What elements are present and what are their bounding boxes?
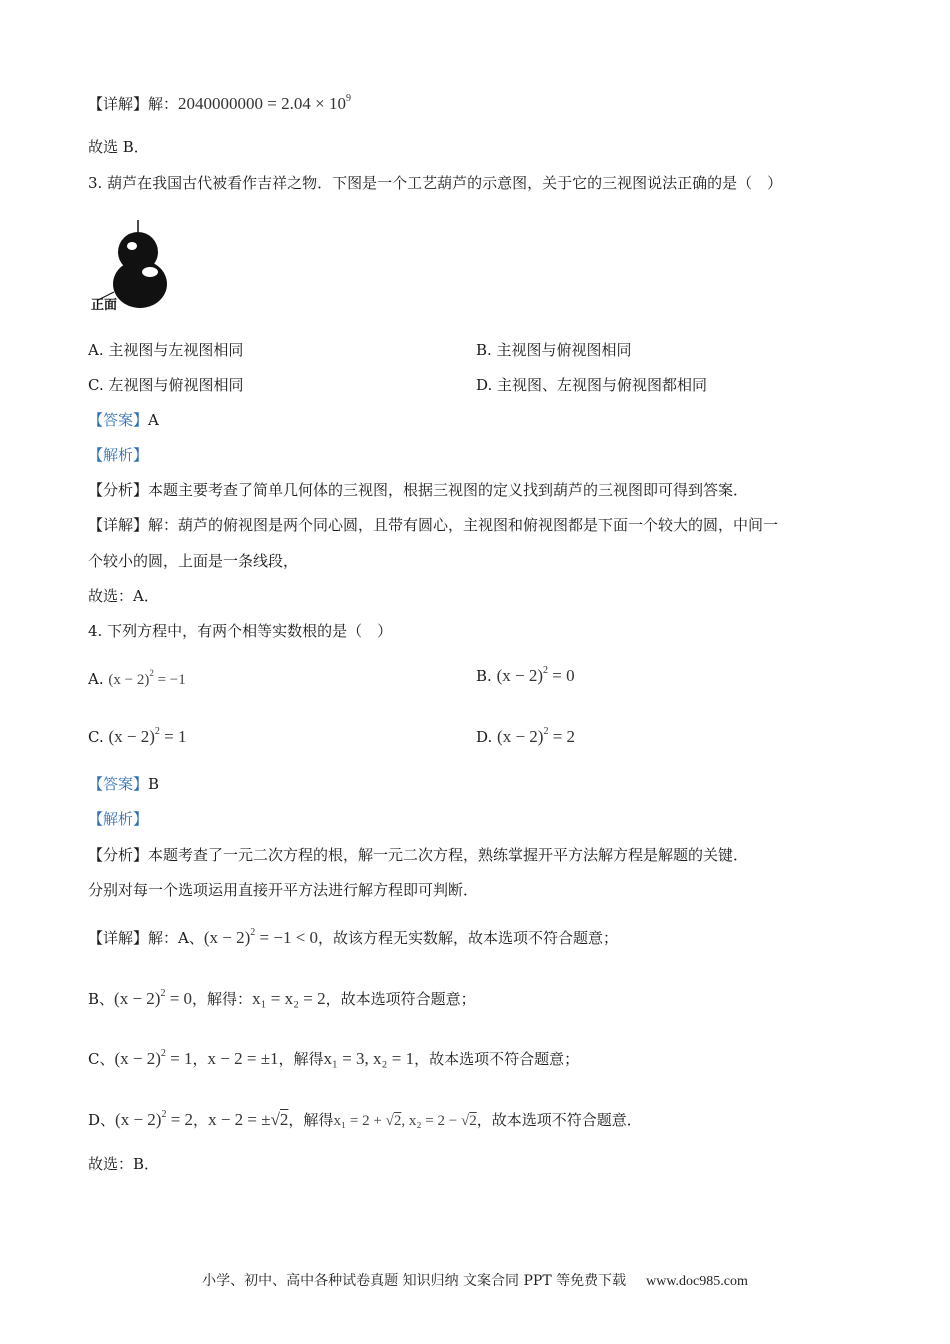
conclusion-line: 故选 B． (88, 138, 149, 156)
q4-answer: 【答案】B (88, 775, 160, 793)
q3-option-d: D. 主视图、左视图与俯视图都相同 (476, 376, 708, 394)
q3-answer: 【答案】A (88, 411, 159, 429)
footer (0, 1270, 950, 1290)
q4-option-b: B. $(x - 2)^2 = 0$ (476, 665, 575, 685)
q4-option-c: C. $(x - 2)^2 = 1$ (88, 726, 187, 746)
q3-option-c: C. 左视图与俯视图相同 (88, 376, 244, 394)
q4-option-d: D. $(x - 2)^2 = 2$ (476, 726, 576, 746)
q3-detail-1: 【详解】解：葫芦的俯视图是两个同心圆，且带有圆心，主视图和俯视图都是下面一个较大的圆，中间一 (88, 516, 779, 534)
q4-detail-d: D、$(x - 2)^2 = 2$，x − 2 = ±√2，解得x₁ = 2 + √2, x₂ = 2 − √2，故本选项不符合题意． (88, 1109, 642, 1129)
figure-label: 正面 (91, 298, 118, 313)
q4-analysis-2: 分别对每一个选项运用直接开平方法进行解方程即可判断． (88, 881, 479, 899)
detail-line (88, 88, 351, 115)
detail-label: 【详解】解： (88, 95, 179, 113)
q3-option-b: B. 主视图与俯视图相同 (476, 341, 632, 359)
q3-conclusion: 故选：A． (88, 587, 159, 605)
q3-detail-2: 个较小的圆，上面是一条线段， (88, 552, 299, 570)
q4-analysis-tag: 【解析】 (88, 810, 149, 828)
q4-detail-c: C、$(x - 2)^2 = 1$，x − 2 = ±1，解得x₁ = 3, x₂ = 1，故本选项不符合题意； (88, 1048, 580, 1068)
footer-text: 小学、初中、高中各种试卷真题 知识归纳 文案合同 PPT 等免费下载 (202, 1273, 627, 1289)
q3-analysis: 【分析】本题主要考查了简单几何体的三视图，根据三视图的定义找到葫芦的三视图即可得到答案． (88, 481, 749, 499)
q4-detail-b: B、$(x - 2)^2 = 0$，解得：x₁ = x₂ = 2，故本选项符合题意； (88, 988, 476, 1008)
q3-analysis-tag: 【解析】 (88, 446, 149, 464)
q3-stem: 3. 葫芦在我国古代被看作吉祥之物．下图是一个工艺葫芦的示意图，关于它的三视图说法正确的是（ ） (88, 174, 783, 192)
gourd-figure (90, 218, 185, 313)
scientific-notation: $2040000000 = 2.04 \times 10^9$ (178, 93, 351, 113)
q4-detail-a: 【详解】解：A、$(x - 2)^2 = -1 < 0$，故该方程无实数解，故本选项不符合题意； (88, 927, 619, 947)
q4-stem: 4. 下列方程中，有两个相等实数根的是（ ） (88, 622, 393, 640)
q4-conclusion: 故选：B． (88, 1155, 160, 1173)
q3-option-a: A. 主视图与左视图相同 (88, 341, 244, 359)
footer-site[interactable]: www.doc985.com (646, 1274, 748, 1289)
q4-option-a: A. $(x - 2)^2 = -1$ (88, 668, 186, 688)
q4-analysis-1: 【分析】本题考查了一元二次方程的根，解一元二次方程，熟练掌握开平方法解方程是解题的关键． (88, 846, 749, 864)
